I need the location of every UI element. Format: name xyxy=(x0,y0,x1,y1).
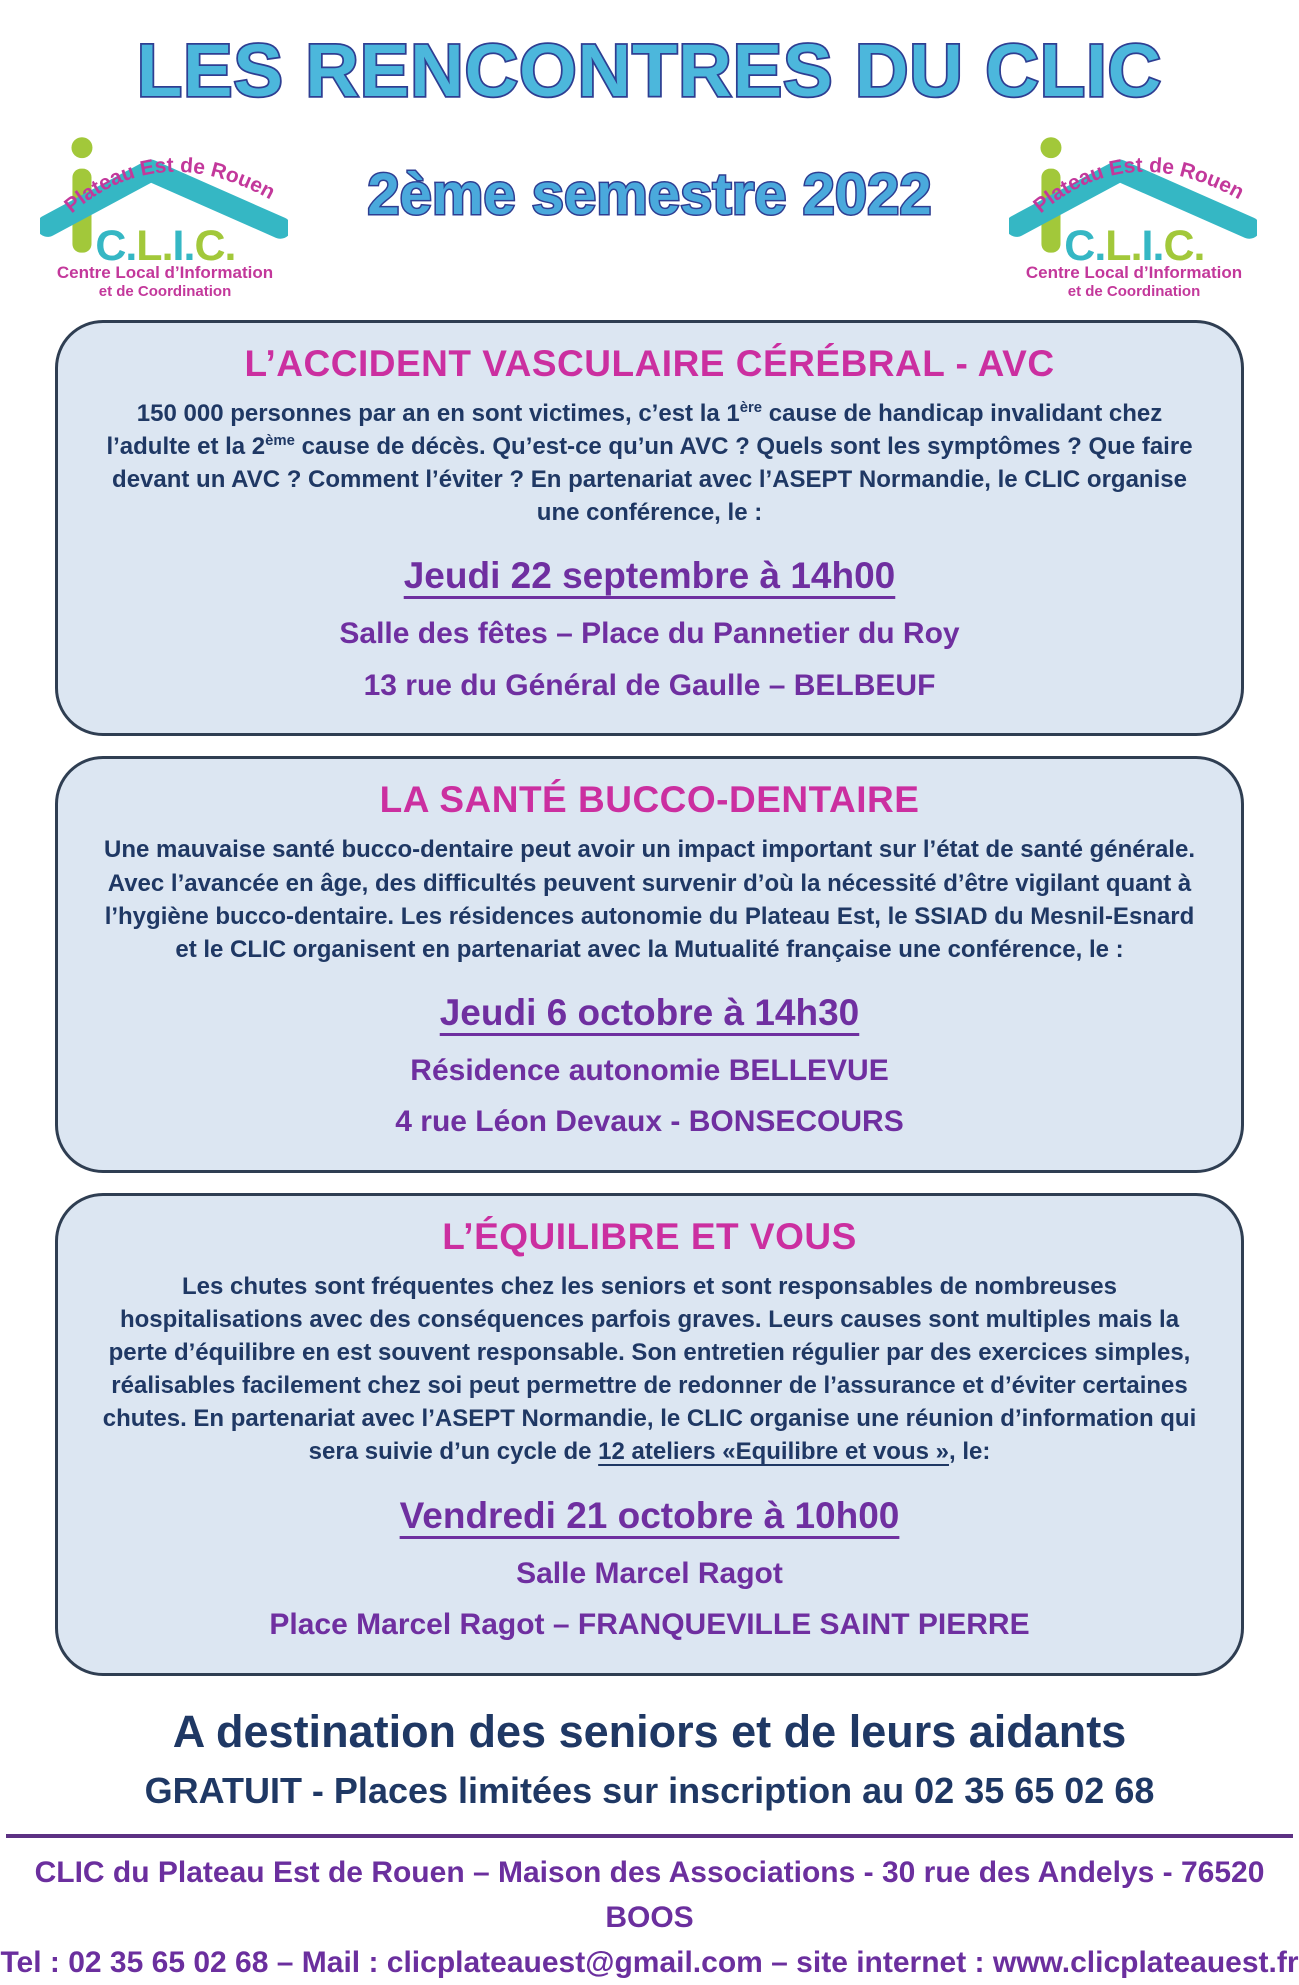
clic-logo-graphic xyxy=(40,119,288,267)
event-card-avc xyxy=(55,320,1244,736)
footer-divider xyxy=(6,1834,1293,1838)
ordinal-superscript: ème xyxy=(265,433,295,450)
clic-logo-left xyxy=(40,119,290,300)
description-text: 150 000 personnes par an en sont victimes, c’est la 1 xyxy=(136,400,740,427)
description-text: Les chutes sont fréquentes chez les seniors et sont responsables de nombreuses hospitalisations avec des conséquences parfois graves. Leurs causes sont multiples mais la perte d’équilibre en est souvent responsable. Son entretien régulier par des exercices simples, réalisables facilement chez soi peut permettre de redonner de l’assurance et d’éviter certaines chutes. En partenariat avec l’ASEPT Normandie, le CLIC organise une réunion d’information qui sera suivie d’un cycle de xyxy=(102,1272,1197,1466)
event-location-line: 13 rue du Général de Gaulle – BELBEUF xyxy=(363,668,936,702)
event-card-equilibre xyxy=(55,1193,1244,1676)
audience-line: A destination des seniors et de leurs aidants xyxy=(172,1705,1127,1757)
footer-address: CLIC du Plateau Est de Rouen – Maison des Associations - 30 rue des Andelys - 76520 BOOS xyxy=(34,1855,1265,1934)
description-text: cause de décès. Qu’est-ce qu’un AVC ? Quels sont les symptômes ? Que faire devant un AVC ? Comment l’éviter ? En partenariat avec l’ASEPT Normandie, le CLIC organise une conférence, le : xyxy=(112,433,1193,527)
logo-caption-line2: et de Coordination xyxy=(98,283,232,300)
description-text: , le: xyxy=(948,1438,991,1466)
event-location-line: Salle des fêtes – Place du Pannetier du Roy xyxy=(339,617,960,651)
pricing-registration-line: GRATUIT - Places limitées sur inscription au 02 35 65 02 68 xyxy=(144,1769,1155,1811)
event-description xyxy=(102,397,1197,529)
event-location-line: Résidence autonomie BELLEVUE xyxy=(410,1053,889,1087)
event-description xyxy=(102,1270,1197,1469)
event-location-line: Place Marcel Ragot – FRANQUEVILLE SAINT PIERRE xyxy=(269,1608,1030,1642)
footer xyxy=(0,1850,1299,1985)
header-row xyxy=(40,119,1259,300)
logo-acronym: C.L.I.C. xyxy=(95,222,236,267)
ateliers-underlined-text: 12 ateliers «Equilibre et vous » xyxy=(598,1438,949,1466)
event-title: LA SANTÉ BUCCO-DENTAIRE xyxy=(379,779,920,821)
info-i-dot-icon xyxy=(71,137,92,158)
event-description: Une mauvaise santé bucco-dentaire peut avoir un impact important sur l’état de santé générale. Avec l’avancée en âge, des difficultés peuvent survenir d’où la nécessité d’être vigilant quant à l’hygiène bucco-dentaire. Les résidences autonomie du Plateau Est, le SSIAD du Mesnil-Esnard et le CLIC organisent en partenariat avec la Mutualité française une conférence, le : xyxy=(104,836,1195,963)
logo-arc-text: Plateau Est de Rouen xyxy=(60,153,279,218)
clic-logo-right xyxy=(1009,119,1259,300)
event-location-line: 4 rue Léon Devaux - BONSECOURS xyxy=(395,1105,904,1139)
logo-acronym: C.L.I.C. xyxy=(1064,222,1205,267)
info-i-dot-icon xyxy=(1040,137,1061,158)
event-date: Jeudi 6 octobre à 14h30 xyxy=(439,991,860,1033)
semester-subtitle: 2ème semestre 2022 xyxy=(367,162,932,227)
clic-logo-graphic xyxy=(1009,119,1257,267)
footer-contact: Tel : 02 35 65 02 68 – Mail : clicplateauest@gmail.com – site internet : www.clicplateauest.fr xyxy=(0,1945,1299,1979)
event-title: L’ÉQUILIBRE ET VOUS xyxy=(442,1215,857,1257)
logo-arc-text: Plateau Est de Rouen xyxy=(1029,153,1248,218)
page-title: LES RENCONTRES DU CLIC xyxy=(136,29,1163,112)
event-location-line: Salle Marcel Ragot xyxy=(516,1556,783,1590)
event-card-bucco-dentaire xyxy=(55,756,1244,1172)
logo-caption-line2: et de Coordination xyxy=(1067,283,1201,300)
event-title: L’ACCIDENT VASCULAIRE CÉRÉBRAL - AVC xyxy=(244,343,1055,384)
logo-caption-line1: Centre Local d’Information xyxy=(56,263,274,282)
logo-caption-line1: Centre Local d’Information xyxy=(1025,263,1243,282)
event-date: Vendredi 21 octobre à 10h00 xyxy=(399,1494,900,1536)
event-date: Jeudi 22 septembre à 14h00 xyxy=(403,555,896,597)
description-text: cause de handicap invalidant chez l’adulte et la 2 xyxy=(106,400,1163,461)
ordinal-superscript: ère xyxy=(739,400,763,416)
